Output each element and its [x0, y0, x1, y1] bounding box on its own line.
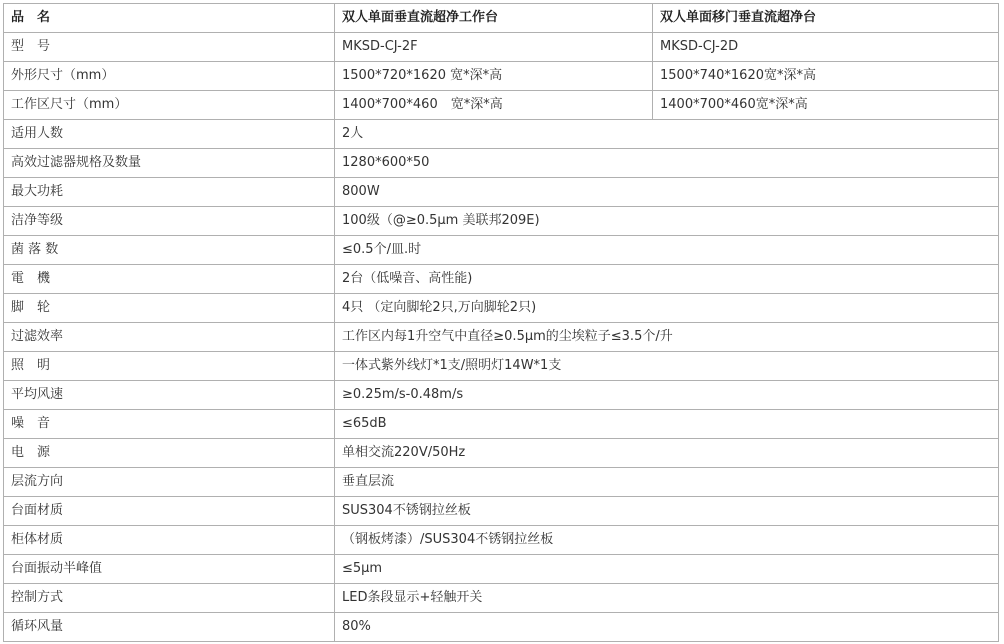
spec-row — [4, 120, 999, 149]
spec-label: 菌 落 数 — [4, 236, 335, 265]
spec-row — [4, 497, 999, 526]
spec-value: 单相交流220V/50Hz — [335, 439, 999, 468]
spec-value: 4只 （定向脚轮2只,万向脚轮2只) — [335, 294, 999, 323]
spec-value: LED条段显示+轻触开关 — [335, 584, 999, 613]
work-size-value-b: 1400*700*460宽*深*高 — [653, 91, 999, 120]
spec-value: 垂直层流 — [335, 468, 999, 497]
spec-value: 一体式紫外线灯*1支/照明灯14W*1支 — [335, 352, 999, 381]
spec-label: 噪 音 — [4, 410, 335, 439]
spec-label: 适用人数 — [4, 120, 335, 149]
spec-row — [4, 352, 999, 381]
spec-table-body — [4, 4, 999, 642]
outer-size-value-a: 1500*720*1620 宽*深*高 — [335, 62, 653, 91]
work-size-value-a: 1400*700*460 宽*深*高 — [335, 91, 653, 120]
spec-label: 控制方式 — [4, 584, 335, 613]
spec-row — [4, 439, 999, 468]
model-row — [4, 33, 999, 62]
header-label: 品 名 — [4, 4, 335, 33]
spec-row — [4, 323, 999, 352]
outer-size-row — [4, 62, 999, 91]
spec-label: 柜体材质 — [4, 526, 335, 555]
header-row — [4, 4, 999, 33]
spec-row — [4, 410, 999, 439]
model-row-value-a: MKSD-CJ-2F — [335, 33, 653, 62]
spec-label: 循环风量 — [4, 613, 335, 642]
spec-value: ≥0.25m/s-0.48m/s — [335, 381, 999, 410]
spec-label: 台面材质 — [4, 497, 335, 526]
spec-value: 800W — [335, 178, 999, 207]
spec-value: ≤65dB — [335, 410, 999, 439]
header-model-b: 双人单面移门垂直流超净台 — [653, 4, 999, 33]
model-row-label: 型 号 — [4, 33, 335, 62]
spec-label: 层流方向 — [4, 468, 335, 497]
spec-label: 最大功耗 — [4, 178, 335, 207]
spec-row — [4, 236, 999, 265]
spec-value: 100级（@≥0.5μm 美联邦209E) — [335, 207, 999, 236]
spec-value: SUS304不锈钢拉丝板 — [335, 497, 999, 526]
spec-row — [4, 584, 999, 613]
spec-row — [4, 613, 999, 642]
spec-label: 台面振动半峰值 — [4, 555, 335, 584]
spec-label: 过滤效率 — [4, 323, 335, 352]
spec-label: 洁净等级 — [4, 207, 335, 236]
work-size-label: 工作区尺寸（mm） — [4, 91, 335, 120]
spec-value: 1280*600*50 — [335, 149, 999, 178]
spec-value: 工作区内每1升空气中直径≥0.5μm的尘埃粒子≤3.5个/升 — [335, 323, 999, 352]
spec-table — [3, 3, 999, 642]
work-size-row — [4, 91, 999, 120]
spec-label: 平均风速 — [4, 381, 335, 410]
spec-label: 脚 轮 — [4, 294, 335, 323]
spec-value: 80% — [335, 613, 999, 642]
spec-label: 電 機 — [4, 265, 335, 294]
spec-value: （钢板烤漆）/SUS304不锈钢拉丝板 — [335, 526, 999, 555]
spec-row — [4, 526, 999, 555]
spec-label: 高效过滤器规格及数量 — [4, 149, 335, 178]
spec-row — [4, 265, 999, 294]
spec-label: 照 明 — [4, 352, 335, 381]
outer-size-value-b: 1500*740*1620宽*深*高 — [653, 62, 999, 91]
spec-value: 2人 — [335, 120, 999, 149]
spec-value: 2台（低噪音、高性能) — [335, 265, 999, 294]
spec-row — [4, 294, 999, 323]
spec-row — [4, 207, 999, 236]
spec-value: ≤0.5个/皿.时 — [335, 236, 999, 265]
spec-row — [4, 468, 999, 497]
outer-size-label: 外形尺寸（mm） — [4, 62, 335, 91]
spec-row — [4, 178, 999, 207]
spec-value: ≤5μm — [335, 555, 999, 584]
spec-row — [4, 555, 999, 584]
spec-row — [4, 149, 999, 178]
model-row-value-b: MKSD-CJ-2D — [653, 33, 999, 62]
header-model-a: 双人单面垂直流超净工作台 — [335, 4, 653, 33]
spec-row — [4, 381, 999, 410]
spec-label: 电 源 — [4, 439, 335, 468]
